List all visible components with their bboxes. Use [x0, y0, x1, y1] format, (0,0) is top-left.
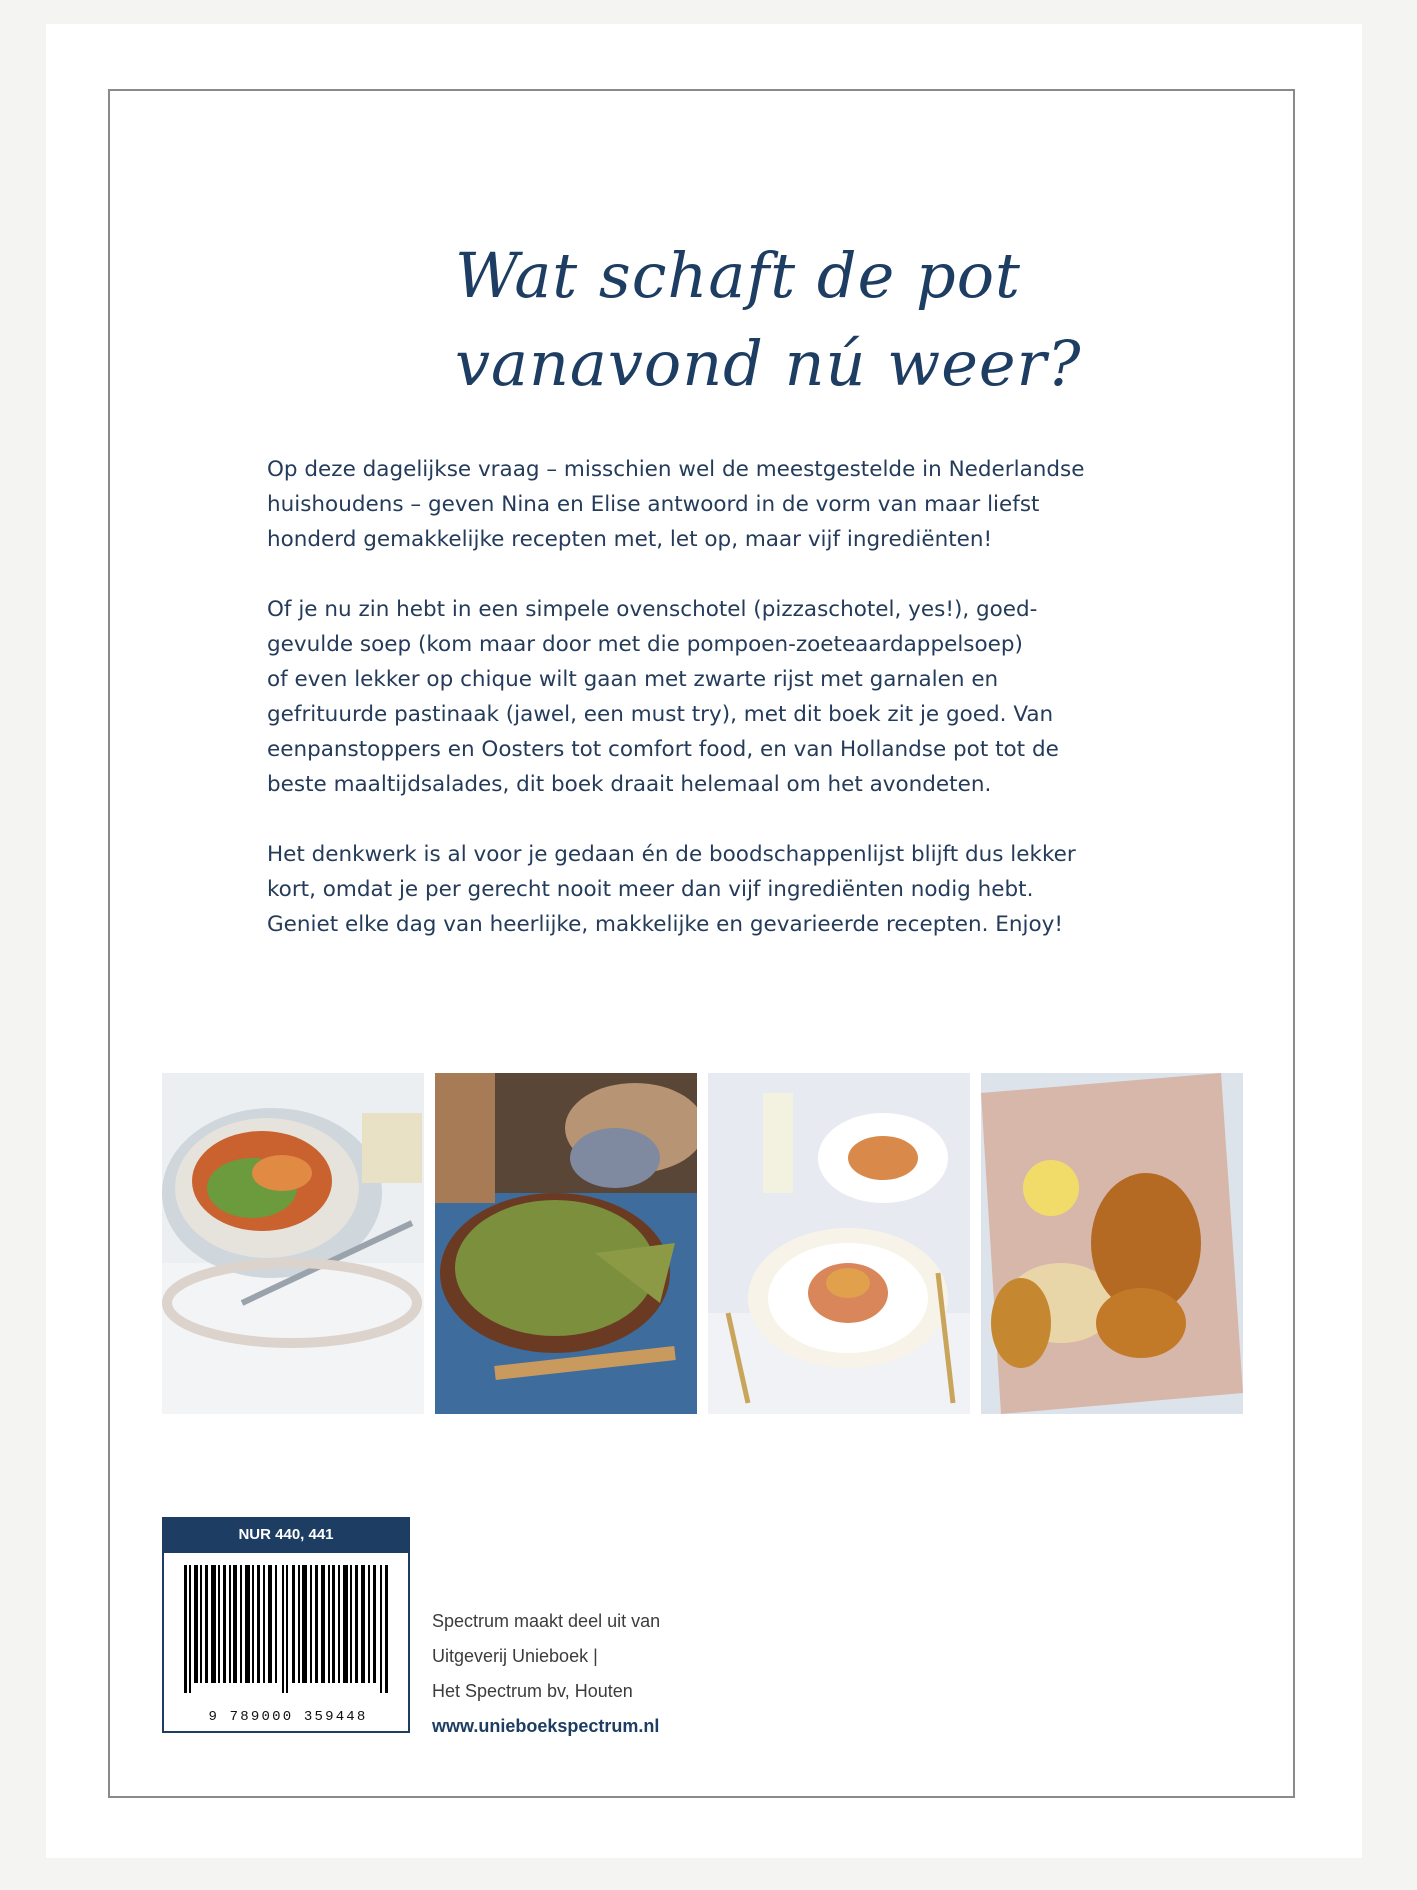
headline-line-2: vanavond nú weer?	[455, 327, 1082, 400]
publisher-line-2: Uitgeverij Unieboek |	[432, 1646, 598, 1666]
isbn-barcode	[162, 1553, 410, 1733]
barcode-bars	[184, 1565, 392, 1693]
shrimp-dish-photo	[708, 1073, 970, 1414]
photo-strip	[162, 1073, 1242, 1414]
nur-code-label: NUR 440, 441	[162, 1517, 410, 1553]
fish-chips-photo	[981, 1073, 1243, 1414]
publisher-info	[432, 1604, 832, 1744]
blurb-paragraph-3: Het denkwerk is al voor je gedaan én de boodschappenlijst blijft dus lekker kort, omdat je per gerecht nooit meer dan vijf ingrediënten nodig hebt. Geniet elke dag van heerlijke, makkelijke en gevarieerde recepten. Enjoy!	[267, 842, 1076, 937]
headline-line-1: Wat schaft de pot	[455, 239, 1021, 312]
salad-plate-photo	[162, 1073, 424, 1414]
blurb	[267, 452, 1167, 977]
blurb-paragraph-1: Op deze dagelijkse vraag – misschien wel de meestgestelde in Nederlandse huishoudens – geven Nina en Elise antwoord in de vorm van maar liefst honderd gemakkelijke recepten met, let op, maar vijf ingrediënten!	[267, 457, 1085, 552]
quiche-table-photo	[435, 1073, 697, 1414]
publisher-website-link[interactable]: www.unieboekspectrum.nl	[432, 1716, 660, 1736]
publisher-line-3: Het Spectrum bv, Houten	[432, 1681, 633, 1701]
cover-headline	[455, 232, 1082, 408]
isbn-digits: 9 789000 359448	[208, 1709, 368, 1725]
blurb-paragraph-2: Of je nu zin hebt in een simpele ovenschotel (pizzaschotel, yes!), goed- gevulde soep (kom maar door met die pompoen-zoeteaardappelsoep) of even lekker op chique wilt gaan met zwarte rijst met garnalen en gefrituurde pastinaak (jawel, een must try), met dit boek zit je goed. Van eenpanstoppers en Oosters tot comfort food, en van Hollandse pot tot de beste maaltijdsalades, dit boek draait helemaal om het avondeten.	[267, 597, 1059, 797]
publisher-line-1: Spectrum maakt deel uit van	[432, 1611, 661, 1631]
